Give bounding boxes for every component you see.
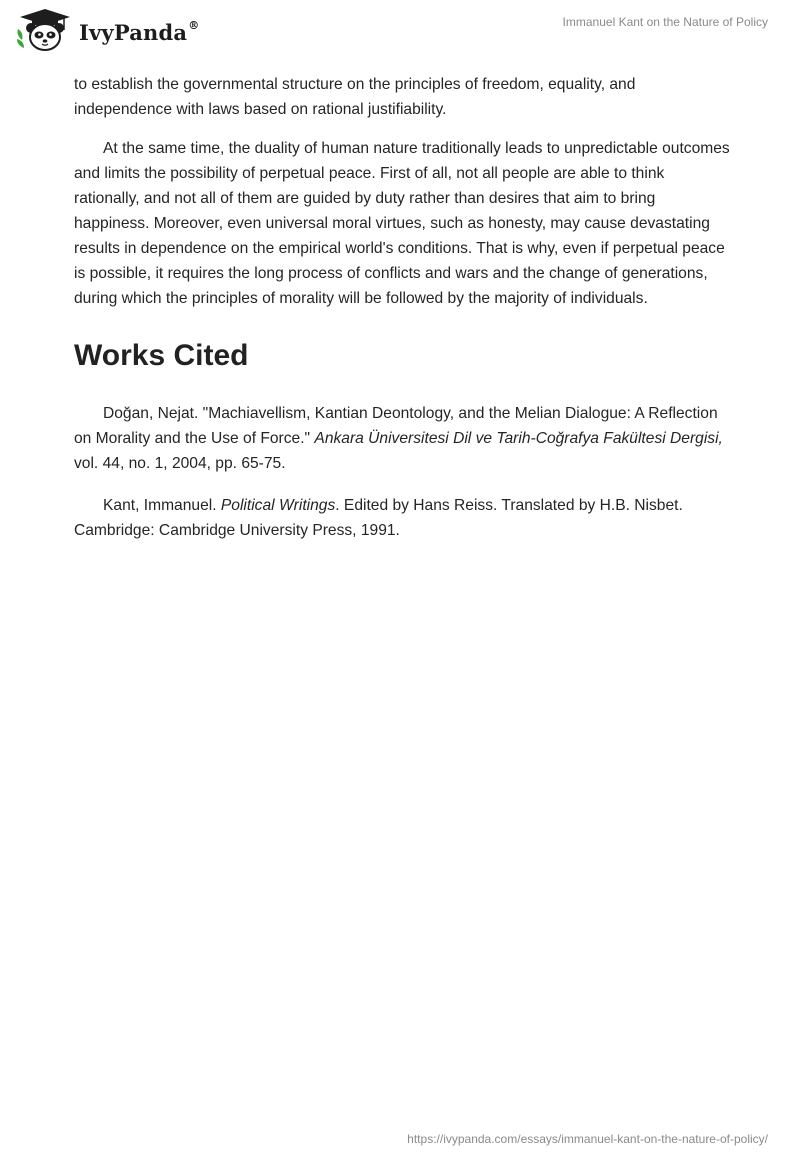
ivypanda-logo[interactable] (14, 8, 199, 52)
essay-content (74, 72, 730, 560)
source-url[interactable]: https://ivypanda.com/essays/immanuel-kant-on-the-nature-of-policy/ (407, 1132, 768, 1146)
document-title: Immanuel Kant on the Nature of Policy (562, 15, 768, 29)
brand-name: IvyPanda® (79, 18, 200, 45)
panda-graduate-icon (14, 8, 76, 52)
registered-mark: ® (188, 18, 200, 32)
citation-book-title: Political Writings (220, 497, 336, 514)
citation-journal-title: Ankara Üniversitesi Dil ve Tarih-Coğrafya Fakültesi Dergisi, (314, 430, 723, 447)
citation-entry: Doğan, Nejat. "Machiavellism, Kantian Deontology, and the Melian Dialogue: A Reflection on Morality and the Use of Force." Ankara Üniversitesi Dil ve Tarih-Coğrafya Fakültesi Dergisi, vol. 44, no. 1, 2004, pp. 65-75. (74, 405, 723, 472)
body-paragraph: At the same time, the duality of human nature traditionally leads to unpredictable outcomes and limits the possibility of perpetual peace. First of all, not all people are able to think rationally, and not all of them are guided by duty rather than desires that aim to bring happiness. Moreover, even universal moral virtues, such as honesty, may cause devastating results in dependence on the empirical world's conditions. That is why, even if perpetual peace is possible, it requires the long process of conflicts and wars and the change of generations, during which the principles of morality will be followed by the majority of individuals. (74, 140, 730, 307)
page-header (0, 0, 800, 70)
body-paragraph: to establish the governmental structure on the principles of freedom, equality, and independence with laws based on rational justifiability. (74, 76, 636, 118)
citation-entry: Kant, Immanuel. Political Writings. Edited by Hans Reiss. Translated by H.B. Nisbet. Cambridge: Cambridge University Press, 1991. (74, 497, 683, 539)
works-cited-heading: Works Cited (74, 339, 249, 372)
